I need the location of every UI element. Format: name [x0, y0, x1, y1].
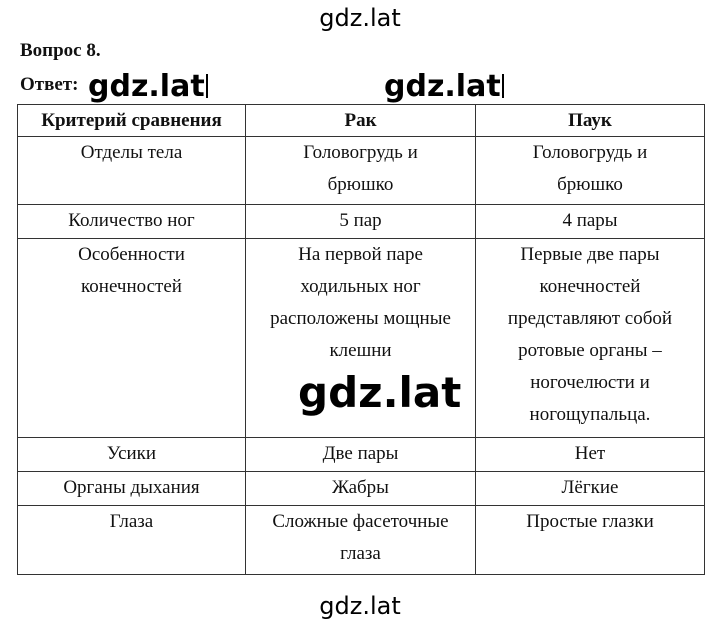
cell-line: Количество ног	[68, 210, 195, 231]
criterion-cell	[18, 137, 246, 205]
header-crayfish: Рак	[246, 105, 476, 137]
cell-line: Нет	[574, 443, 606, 464]
criterion-cell	[18, 239, 246, 438]
cell-line: Глаза	[109, 511, 154, 532]
cell-line: Головогрудь и	[532, 142, 648, 163]
header-spider: Паук	[476, 105, 705, 137]
criterion-cell	[18, 438, 246, 472]
cell-line: представляют собой	[507, 308, 673, 329]
spider-cell	[476, 137, 705, 205]
watermark-right-bar	[502, 74, 504, 98]
comparison-table	[17, 104, 705, 575]
table-row	[18, 506, 705, 575]
watermark-center: gdz.lat	[298, 368, 462, 417]
cell-line: ротовые органы –	[518, 340, 662, 361]
cell-line: Головогрудь и	[303, 142, 418, 163]
table-row	[18, 205, 705, 239]
crayfish-cell	[246, 205, 476, 239]
criterion-cell	[18, 205, 246, 239]
cell-line: Две пары	[322, 443, 399, 464]
cell-line: Сложные фасеточные	[272, 511, 449, 532]
cell-line: Жабры	[332, 477, 389, 498]
cell-line: На первой паре	[298, 244, 423, 265]
cell-line: клешни	[329, 340, 392, 361]
cell-line: Простые глазки	[526, 511, 654, 532]
spider-cell	[476, 472, 705, 506]
crayfish-cell	[246, 472, 476, 506]
question-title: Вопрос 8.	[20, 40, 101, 61]
cell-line: ходильных ног	[300, 276, 421, 297]
cell-line: брюшко	[327, 174, 394, 195]
cell-line: Усики	[106, 443, 157, 464]
spider-cell	[476, 438, 705, 472]
table-row	[18, 472, 705, 506]
cell-line: глаза	[340, 543, 381, 564]
cell-line: конечностей	[81, 276, 182, 297]
criterion-cell	[18, 506, 246, 575]
watermark-left: gdz.lat	[88, 69, 205, 104]
cell-line: 5 пар	[339, 210, 382, 231]
crayfish-cell	[246, 137, 476, 205]
table-header-row	[18, 105, 705, 137]
crayfish-cell	[246, 438, 476, 472]
cell-line: расположены мощные	[270, 308, 451, 329]
table-row	[18, 137, 705, 205]
cell-line: Первые две пары	[520, 244, 660, 265]
cell-line: Лёгкие	[561, 477, 619, 498]
cell-line: Особенности	[78, 244, 185, 265]
watermark-left-bar	[206, 74, 208, 98]
cell-line: ногочелюсти и	[530, 372, 650, 393]
cell-line: брюшко	[557, 174, 623, 195]
table-row	[18, 438, 705, 472]
cell-line: ногощупальца.	[529, 404, 651, 425]
header-criterion: Критерий сравнения	[18, 105, 246, 137]
spider-cell	[476, 506, 705, 575]
watermark-top: gdz.lat	[319, 4, 401, 32]
criterion-cell	[18, 472, 246, 506]
answer-label: Ответ:	[20, 74, 79, 95]
spider-cell	[476, 205, 705, 239]
crayfish-cell	[246, 506, 476, 575]
cell-line: 4 пары	[562, 210, 618, 231]
cell-line: Отделы тела	[80, 142, 183, 163]
cell-line: конечностей	[539, 276, 641, 297]
watermark-right: gdz.lat	[384, 69, 501, 104]
cell-line: Органы дыхания	[63, 477, 200, 498]
spider-cell	[476, 239, 705, 438]
watermark-bottom: gdz.lat	[319, 592, 401, 620]
